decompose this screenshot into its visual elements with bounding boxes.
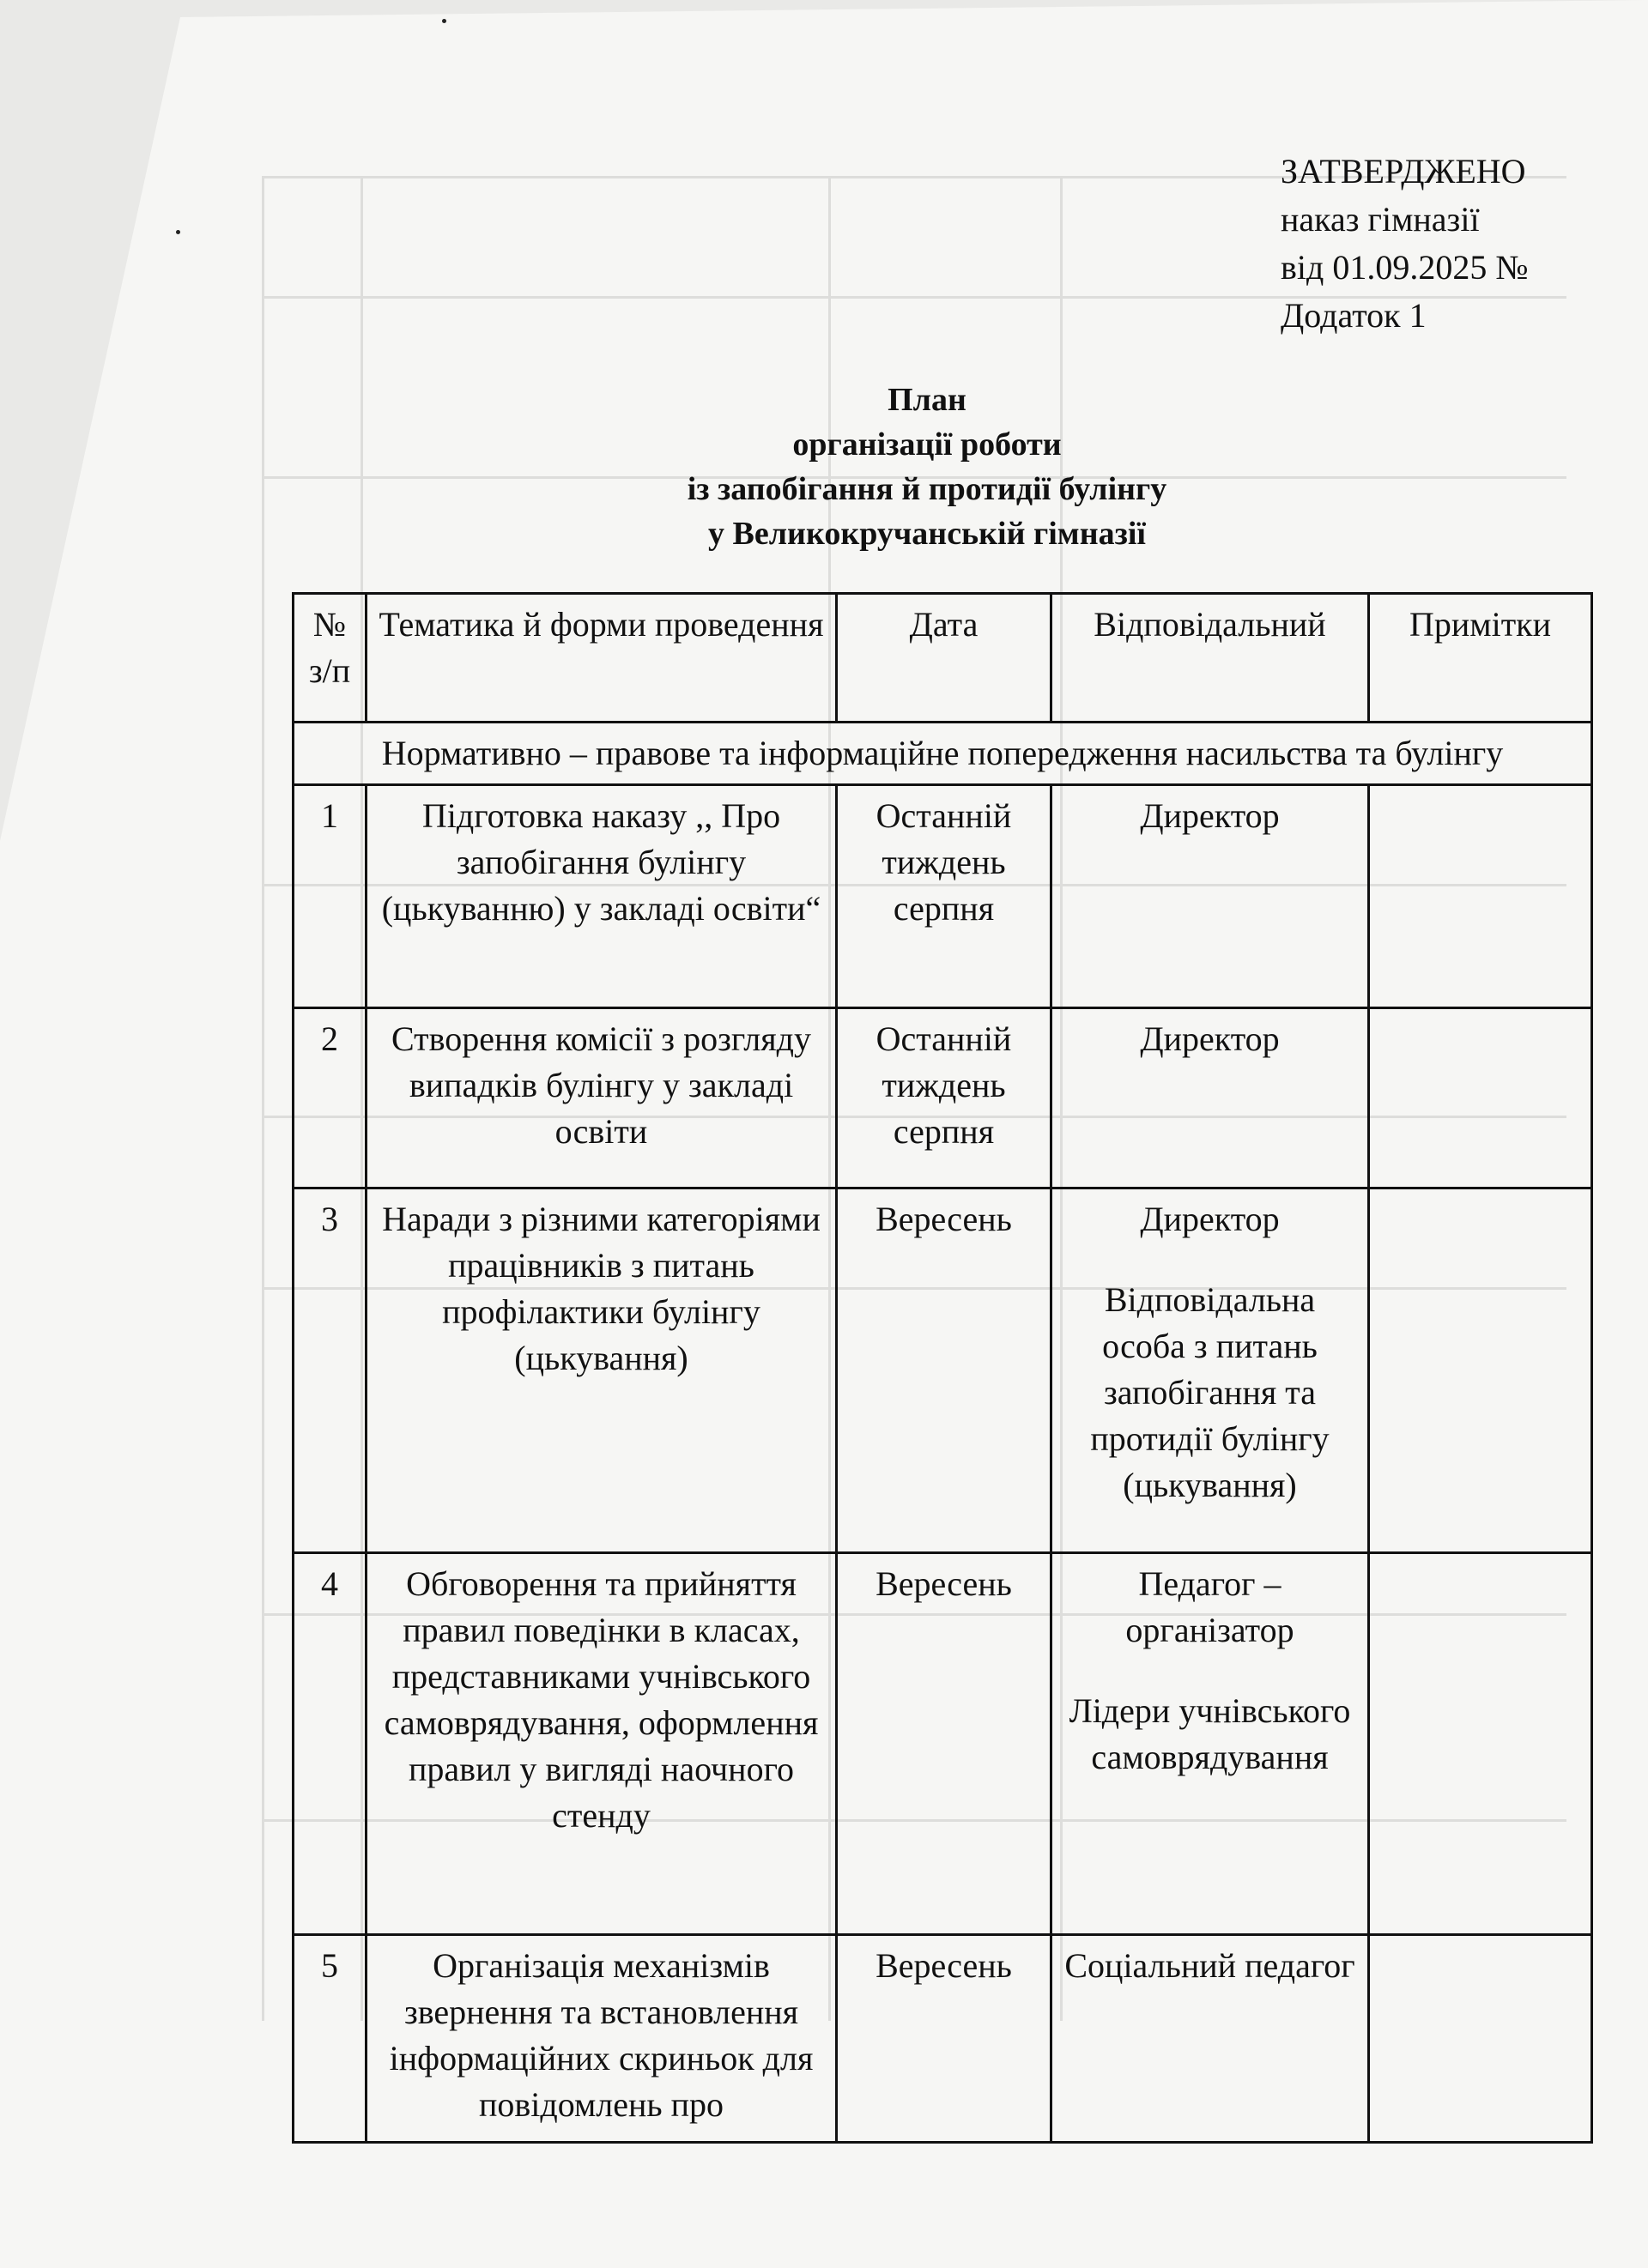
row-responsible: Соціальний педагог	[1051, 1935, 1369, 2143]
header-responsible: Відповідальний	[1051, 594, 1369, 723]
row-topic: Організація механізмів звернення та встановлення інформаційних скриньок для повідомлень про	[367, 1935, 837, 2143]
row-num: 1	[294, 785, 367, 1008]
scan-speck	[442, 19, 446, 23]
row-date: Вересень	[837, 1188, 1051, 1553]
document-title	[601, 378, 1253, 556]
row-responsible-secondary: Лідери учнівського самоврядування	[1069, 1691, 1351, 1776]
row-topic: Обговорення та прийняття правил поведінки в класах, представниками учнівського самоврядування, оформлення правил у вигляді наочного стенду	[367, 1553, 837, 1935]
row-topic: Підготовка наказу ,, Про запобігання булінгу (цькуванню) у закладі освіти“	[367, 785, 837, 1008]
row-date: Останній тиждень серпня	[837, 785, 1051, 1008]
row-num: 2	[294, 1008, 367, 1188]
header-date: Дата	[837, 594, 1051, 723]
approval-block	[1281, 148, 1529, 340]
row-num: 3	[294, 1188, 367, 1553]
table-row	[294, 1188, 1592, 1553]
row-date: Останній тиждень серпня	[837, 1008, 1051, 1188]
title-line-1: План	[888, 382, 966, 418]
table-header-row	[294, 594, 1592, 723]
plan-table	[292, 592, 1593, 2144]
header-num: № з/п	[294, 594, 367, 723]
title-line-3: із запобігання й протидії булінгу	[687, 471, 1167, 507]
header-topic: Тематика й форми проведення	[367, 594, 837, 723]
approval-heading: ЗАТВЕРДЖЕНО	[1281, 152, 1526, 191]
row-topic: Наради з різними категоріями працівників з питань профілактики булінгу (цькування)	[367, 1188, 837, 1553]
table-row	[294, 785, 1592, 1008]
row-responsible-cell	[1051, 1553, 1369, 1935]
row-responsible: Директор	[1051, 1008, 1369, 1188]
scan-speck	[176, 230, 180, 234]
title-line-2: організації роботи	[792, 426, 1062, 463]
row-responsible: Директор	[1051, 785, 1369, 1008]
approval-order: наказ гімназії	[1281, 200, 1480, 239]
row-num: 5	[294, 1935, 367, 2143]
header-notes: Примітки	[1369, 594, 1592, 723]
table-row	[294, 1008, 1592, 1188]
approval-appendix: Додаток 1	[1281, 296, 1427, 335]
row-responsible-secondary: Відповідальна особа з питань запобігання та протидії булінгу (цькування)	[1090, 1280, 1330, 1504]
table-row	[294, 1935, 1592, 2143]
row-notes	[1369, 1935, 1592, 2143]
section-row	[294, 723, 1592, 785]
row-responsible-cell	[1051, 1188, 1369, 1553]
row-notes	[1369, 785, 1592, 1008]
row-notes	[1369, 1188, 1592, 1553]
section-title: Нормативно – правове та інформаційне попередження насильства та булінгу	[294, 723, 1592, 785]
row-notes	[1369, 1008, 1592, 1188]
row-responsible: Педагог – організатор	[1125, 1564, 1294, 1649]
row-topic: Створення комісії з розгляду випадків булінгу у закладі освіти	[367, 1008, 837, 1188]
approval-date: від 01.09.2025 №	[1281, 248, 1529, 287]
row-date: Вересень	[837, 1553, 1051, 1935]
row-notes	[1369, 1553, 1592, 1935]
table-row	[294, 1553, 1592, 1935]
row-date: Вересень	[837, 1935, 1051, 2143]
title-line-4: у Великокручанській гімназії	[708, 516, 1146, 552]
row-responsible: Директор	[1140, 1200, 1280, 1238]
row-num: 4	[294, 1553, 367, 1935]
